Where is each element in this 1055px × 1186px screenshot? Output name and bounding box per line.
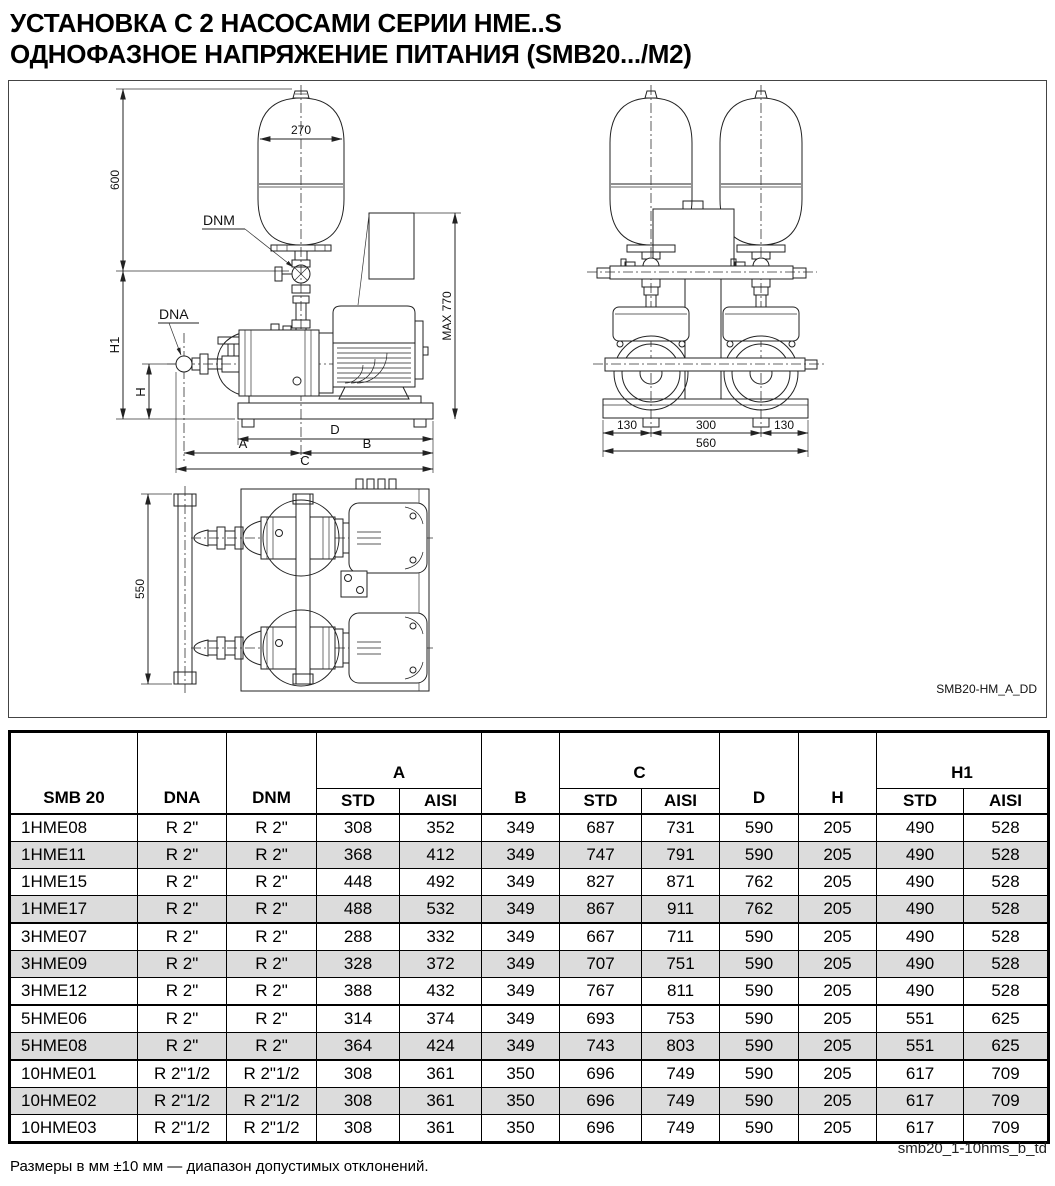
cell-b: 349 — [482, 923, 560, 951]
table-row — [10, 1033, 1049, 1061]
table-row — [10, 1115, 1049, 1143]
cell-c_std: 667 — [560, 923, 642, 951]
cell-h1_std: 490 — [877, 869, 964, 896]
table-row — [10, 978, 1049, 1006]
cell-a_aisi: 361 — [400, 1115, 482, 1143]
cell-b: 349 — [482, 951, 560, 978]
front-view — [107, 85, 461, 473]
dimensions-table — [8, 730, 1050, 1144]
cell-a_std: 314 — [317, 1005, 400, 1033]
cell-a_std: 488 — [317, 896, 400, 924]
cell-dna: R 2"1/2 — [138, 1060, 227, 1088]
cell-b: 349 — [482, 896, 560, 924]
col-header-model: SMB 20 — [10, 732, 138, 815]
col-header-b: B — [482, 732, 560, 815]
table-header — [10, 732, 1049, 815]
cell-a_std: 328 — [317, 951, 400, 978]
cell-a_std: 308 — [317, 1115, 400, 1143]
col-header-d: D — [720, 732, 799, 815]
cell-h1_std: 617 — [877, 1115, 964, 1143]
plan-view — [133, 479, 433, 693]
cell-h1_std: 551 — [877, 1033, 964, 1061]
model-cell: 1HME17 — [10, 896, 138, 924]
dim-130-left-label: 130 — [616, 418, 638, 432]
cell-a_aisi: 374 — [400, 1005, 482, 1033]
dim-c-label: C — [300, 453, 310, 468]
cell-a_aisi: 361 — [400, 1060, 482, 1088]
cell-h: 205 — [799, 814, 877, 842]
cell-d: 590 — [720, 814, 799, 842]
cell-dnm: R 2" — [227, 978, 317, 1006]
cell-h1_aisi: 709 — [964, 1088, 1049, 1115]
table-body — [10, 814, 1049, 1143]
table-row — [10, 814, 1049, 842]
cell-h1_std: 490 — [877, 896, 964, 924]
subheader-h1-std: STD — [877, 789, 964, 815]
cell-h: 205 — [799, 951, 877, 978]
cell-dnm: R 2" — [227, 842, 317, 869]
cell-b: 349 — [482, 842, 560, 869]
col-header-h1: H1 — [877, 732, 1049, 789]
cell-dna: R 2" — [138, 896, 227, 924]
model-cell: 3HME07 — [10, 923, 138, 951]
cell-c_aisi: 751 — [642, 951, 720, 978]
subheader-c-aisi: AISI — [642, 789, 720, 815]
cell-h1_std: 551 — [877, 1005, 964, 1033]
table-row — [10, 1088, 1049, 1115]
cell-b: 349 — [482, 978, 560, 1006]
subheader-a-std: STD — [317, 789, 400, 815]
cell-b: 350 — [482, 1088, 560, 1115]
cell-a_aisi: 424 — [400, 1033, 482, 1061]
col-header-h: H — [799, 732, 877, 815]
dim-d-label: D — [330, 422, 340, 437]
cell-c_aisi: 731 — [642, 814, 720, 842]
cell-a_aisi: 352 — [400, 814, 482, 842]
cell-h1_std: 617 — [877, 1088, 964, 1115]
subheader-c-std: STD — [560, 789, 642, 815]
cell-h1_aisi: 528 — [964, 869, 1049, 896]
cell-c_std: 687 — [560, 814, 642, 842]
cell-dna: R 2" — [138, 923, 227, 951]
cell-dna: R 2" — [138, 978, 227, 1006]
cell-d: 590 — [720, 842, 799, 869]
cell-d: 590 — [720, 1060, 799, 1088]
drawing-code: SMB20-HM_A_DD — [936, 682, 1037, 696]
cell-c_std: 827 — [560, 869, 642, 896]
model-cell: 1HME08 — [10, 814, 138, 842]
model-cell: 1HME11 — [10, 842, 138, 869]
cell-a_aisi: 532 — [400, 896, 482, 924]
model-cell: 5HME08 — [10, 1033, 138, 1061]
cell-dna: R 2"1/2 — [138, 1088, 227, 1115]
cell-dnm: R 2" — [227, 1005, 317, 1033]
document-code: smb20_1-10hms_b_td — [897, 1140, 1047, 1157]
cell-c_std: 696 — [560, 1115, 642, 1143]
cell-c_std: 693 — [560, 1005, 642, 1033]
cell-c_aisi: 871 — [642, 869, 720, 896]
cell-c_aisi: 753 — [642, 1005, 720, 1033]
cell-h: 205 — [799, 842, 877, 869]
cell-h1_aisi: 528 — [964, 978, 1049, 1006]
cell-c_aisi: 911 — [642, 896, 720, 924]
cell-h: 205 — [799, 1033, 877, 1061]
title-line1: УСТАНОВКА С 2 НАСОСАМИ СЕРИИ HME..S — [10, 8, 562, 38]
cell-dna: R 2"1/2 — [138, 1115, 227, 1143]
cell-c_std: 867 — [560, 896, 642, 924]
col-header-c: C — [560, 732, 720, 789]
cell-h1_std: 490 — [877, 814, 964, 842]
cell-dna: R 2" — [138, 814, 227, 842]
model-cell: 10HME03 — [10, 1115, 138, 1143]
cell-a_std: 308 — [317, 1088, 400, 1115]
cell-b: 350 — [482, 1115, 560, 1143]
cell-a_std: 388 — [317, 978, 400, 1006]
cell-h: 205 — [799, 1088, 877, 1115]
cell-d: 590 — [720, 1115, 799, 1143]
table-row — [10, 842, 1049, 869]
cell-a_std: 364 — [317, 1033, 400, 1061]
cell-h1_aisi: 528 — [964, 814, 1049, 842]
table-row — [10, 869, 1049, 896]
cell-c_std: 696 — [560, 1088, 642, 1115]
cell-h: 205 — [799, 923, 877, 951]
cell-c_aisi: 791 — [642, 842, 720, 869]
cell-a_std: 308 — [317, 1060, 400, 1088]
cell-h1_aisi: 625 — [964, 1005, 1049, 1033]
cell-h1_aisi: 528 — [964, 951, 1049, 978]
cell-b: 349 — [482, 869, 560, 896]
col-header-a: A — [317, 732, 482, 789]
table-row — [10, 896, 1049, 924]
cell-c_aisi: 803 — [642, 1033, 720, 1061]
cell-dna: R 2" — [138, 1005, 227, 1033]
cell-h1_aisi: 625 — [964, 1033, 1049, 1061]
cell-h1_aisi: 528 — [964, 842, 1049, 869]
cell-c_std: 747 — [560, 842, 642, 869]
cell-h1_aisi: 528 — [964, 896, 1049, 924]
title-line2: ОДНОФАЗНОЕ НАПРЯЖЕНИЕ ПИТАНИЯ (SMB20.../M2) — [10, 39, 692, 69]
dim-b-label: B — [362, 436, 372, 451]
cell-c_aisi: 711 — [642, 923, 720, 951]
model-cell: 1HME15 — [10, 869, 138, 896]
tolerance-note: Размеры в мм ±10 мм — диапазон допустимых отклонений. — [10, 1158, 429, 1175]
dim-a-label: A — [238, 436, 248, 451]
dnm-label: DNM — [203, 212, 235, 228]
cell-c_aisi: 811 — [642, 978, 720, 1006]
dim-h1-label: H1 — [107, 336, 122, 354]
page-title — [10, 8, 1047, 70]
dim-max770-label: MAX 770 — [440, 291, 454, 341]
cell-c_aisi: 749 — [642, 1060, 720, 1088]
cell-dnm: R 2" — [227, 1033, 317, 1061]
cell-h1_std: 490 — [877, 923, 964, 951]
col-header-dnm: DNM — [227, 732, 317, 815]
dim-300-label: 300 — [695, 418, 717, 432]
cell-a_aisi: 372 — [400, 951, 482, 978]
cell-a_aisi: 332 — [400, 923, 482, 951]
cell-d: 590 — [720, 978, 799, 1006]
cell-c_std: 743 — [560, 1033, 642, 1061]
cell-dna: R 2" — [138, 1033, 227, 1061]
cell-h1_aisi: 709 — [964, 1115, 1049, 1143]
cell-dnm: R 2"1/2 — [227, 1088, 317, 1115]
cell-c_std: 767 — [560, 978, 642, 1006]
cell-h1_aisi: 528 — [964, 923, 1049, 951]
model-cell: 10HME02 — [10, 1088, 138, 1115]
col-header-dna: DNA — [138, 732, 227, 815]
technical-drawing — [8, 80, 1047, 718]
dim-600-label: 600 — [108, 169, 122, 191]
dim-h-label: H — [133, 387, 148, 397]
cell-c_std: 707 — [560, 951, 642, 978]
cell-dnm: R 2"1/2 — [227, 1115, 317, 1143]
subheader-a-aisi: AISI — [400, 789, 482, 815]
cell-h: 205 — [799, 1005, 877, 1033]
dna-label: DNA — [159, 306, 189, 322]
cell-d: 762 — [720, 896, 799, 924]
cell-b: 349 — [482, 1005, 560, 1033]
cell-d: 590 — [720, 1088, 799, 1115]
cell-a_aisi: 361 — [400, 1088, 482, 1115]
cell-d: 590 — [720, 951, 799, 978]
cell-dnm: R 2" — [227, 869, 317, 896]
dim-130-right-label: 130 — [773, 418, 795, 432]
cell-h: 205 — [799, 869, 877, 896]
cell-d: 590 — [720, 1033, 799, 1061]
cell-a_aisi: 492 — [400, 869, 482, 896]
cell-a_std: 448 — [317, 869, 400, 896]
subheader-h1-aisi: AISI — [964, 789, 1049, 815]
cell-b: 349 — [482, 1033, 560, 1061]
cell-d: 590 — [720, 923, 799, 951]
cell-h1_std: 617 — [877, 1060, 964, 1088]
cell-h: 205 — [799, 978, 877, 1006]
table-row — [10, 923, 1049, 951]
table-row — [10, 951, 1049, 978]
cell-h1_std: 490 — [877, 842, 964, 869]
cell-h1_std: 490 — [877, 978, 964, 1006]
cell-c_std: 696 — [560, 1060, 642, 1088]
cell-a_std: 288 — [317, 923, 400, 951]
cell-c_aisi: 749 — [642, 1088, 720, 1115]
cell-a_std: 308 — [317, 814, 400, 842]
cell-d: 590 — [720, 1005, 799, 1033]
cell-b: 349 — [482, 814, 560, 842]
dim-550-label: 550 — [133, 578, 147, 600]
dim-270-label: 270 — [290, 123, 312, 137]
cell-a_std: 368 — [317, 842, 400, 869]
cell-b: 350 — [482, 1060, 560, 1088]
table-row — [10, 1060, 1049, 1088]
cell-dna: R 2" — [138, 869, 227, 896]
cell-c_aisi: 749 — [642, 1115, 720, 1143]
model-cell: 3HME09 — [10, 951, 138, 978]
model-cell: 10HME01 — [10, 1060, 138, 1088]
end-view — [587, 85, 827, 457]
cell-h1_std: 490 — [877, 951, 964, 978]
cell-a_aisi: 412 — [400, 842, 482, 869]
drawing-svg — [9, 81, 1046, 715]
cell-h: 205 — [799, 1115, 877, 1143]
cell-h1_aisi: 709 — [964, 1060, 1049, 1088]
cell-a_aisi: 432 — [400, 978, 482, 1006]
cell-dnm: R 2"1/2 — [227, 1060, 317, 1088]
cell-dna: R 2" — [138, 951, 227, 978]
cell-dnm: R 2" — [227, 951, 317, 978]
cell-d: 762 — [720, 869, 799, 896]
dim-560-label: 560 — [695, 436, 717, 450]
cell-h: 205 — [799, 1060, 877, 1088]
cell-dna: R 2" — [138, 842, 227, 869]
cell-dnm: R 2" — [227, 814, 317, 842]
page-footer — [8, 1140, 1047, 1186]
cell-dnm: R 2" — [227, 896, 317, 924]
model-cell: 3HME12 — [10, 978, 138, 1006]
cell-h: 205 — [799, 896, 877, 924]
table-row — [10, 1005, 1049, 1033]
model-cell: 5HME06 — [10, 1005, 138, 1033]
cell-dnm: R 2" — [227, 923, 317, 951]
